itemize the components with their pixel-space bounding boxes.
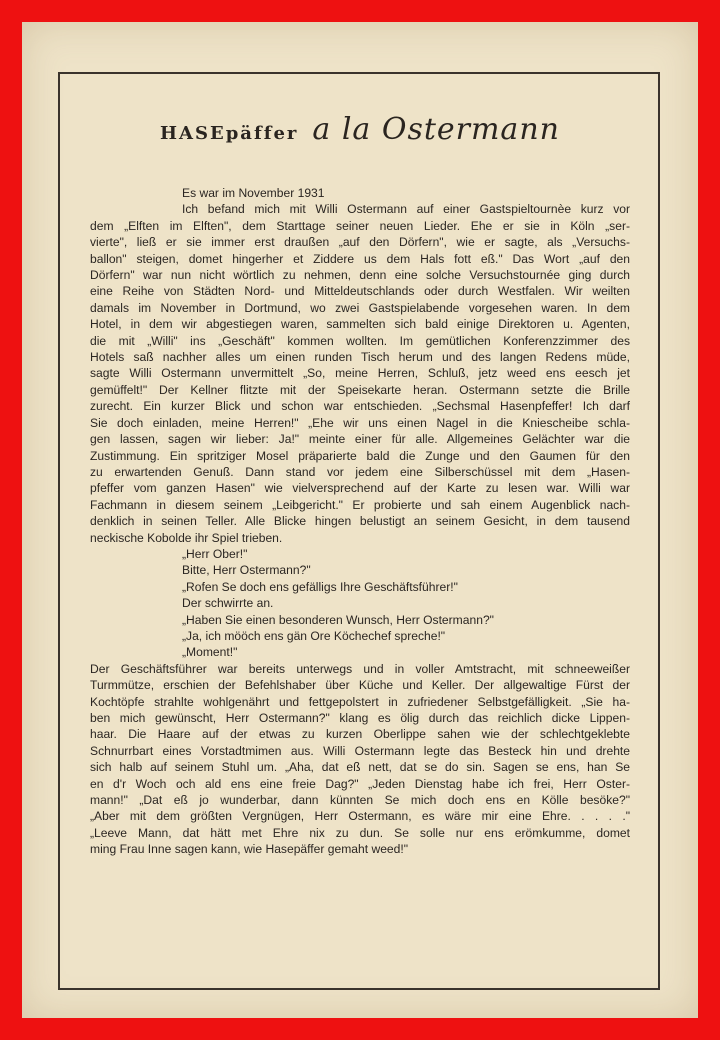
text-line: gemüffelt!" Der Kellner flitzte mit der Speisekarte heran. Ostermann setzte die Brille bbox=[90, 382, 630, 397]
text-line: pfeffer vom ganzen Hasen" wie vielversprechend auf der Karte zu lesen war. Willi war bbox=[90, 481, 630, 496]
text-line: Hotel, in dem wir abgestiegen waren, sammelten sich bald einige Direktoren u. Agenten, bbox=[90, 317, 630, 332]
title-part-2: a la Ostermann bbox=[312, 112, 560, 147]
text-line: „Haben Sie einen besonderen Wunsch, Herr Ostermann?" bbox=[182, 612, 494, 627]
text-line: Der schwirrte an. bbox=[182, 596, 274, 611]
text-line: Hotels saß nachher alles um einen runden Tisch herum und des langen Redens müde, bbox=[90, 350, 630, 365]
text-line: damals im November in Dortmund, wo zwei Gastspielabende vorgesehen waren. In dem bbox=[90, 300, 630, 315]
text-line: ballon" steigen, domet hingerher et Ziddere us dem Hals fott eß." Das Wort „auf den bbox=[90, 251, 630, 266]
text-line: Dörfern" war nun nicht wörtlich zu nehmen, denn eine solche Versuchstournée ging durch bbox=[90, 268, 630, 283]
title-part-1: HASEpäffer bbox=[160, 123, 299, 144]
text-line: sagte Willi Ostermann unvermittelt „So, meine Herren, Schluß, jetz weed ens eesch jet bbox=[90, 366, 630, 381]
text-line: Schnurrbart eines Vorstadtmimen aus. Willi Ostermann legte das Besteck hin und drehte bbox=[90, 743, 630, 758]
text-line: „Aber mit dem größten Vergnügen, Herr Ostermann, es wäre mir eine Ehre. . . . ." bbox=[90, 809, 630, 824]
text-line: eine Reihe von Städten Nord- und Mitteldeutschlands oder durch Westfalen. Wir weilten bbox=[90, 284, 630, 299]
text-line: Sie doch einladen, meine Herren!" „Ehe wir uns einen Nagel in die Kniescheibe schla- bbox=[90, 415, 630, 430]
text-line: dem „Elften im Elften", dem Starttage seiner neuen Lieder. Ehe er sie in Köln „ser- bbox=[90, 218, 630, 233]
text-line: Es war im November 1931 bbox=[182, 186, 325, 200]
text-line: Turmmütze, erschien der Befehlshaber über Küche und Keller. Der allgewaltige Fürst der bbox=[90, 678, 630, 693]
story-text bbox=[90, 185, 630, 858]
text-line: vierte", ließ er sie immer erst draußen „auf den Dörfern", wie er sagte, als „Versuchs- bbox=[90, 235, 630, 250]
text-line: Kochtöpfe strahlte wohlgenährt und fettgepolstert in zufriedener Selbstgefälligkeit. „Sie ha- bbox=[90, 694, 630, 709]
text-line: „Ja, ich mööch ens gän Ore Köchechef spreche!" bbox=[182, 628, 446, 643]
text-line: Der Geschäftsführer war bereits unterwegs und in voller Amtstracht, mit schneeweißer bbox=[90, 661, 630, 676]
text-line: en d'r Woch och ald ens eine freie Dag?" „Jeden Dienstag habe ich frei, Herr Oster- bbox=[90, 776, 630, 791]
text-line: zurecht. Ein kurzer Blick und schon war entschieden. „Sechsmal Hasenpfeffer! Ich darf bbox=[90, 399, 630, 414]
text-line: „Moment!" bbox=[182, 645, 238, 660]
text-line: „Herr Ober!" bbox=[182, 546, 248, 561]
text-line: neckische Kobolde ihr Spiel trieben. bbox=[90, 530, 283, 545]
text-line: „Rofen Se doch ens gefälligs Ihre Geschäftsführer!" bbox=[182, 579, 458, 594]
text-line: Zustimmung. Ein spritziger Mosel präparierte bald die Zunge und den Gaumen für den bbox=[90, 448, 630, 463]
text-line: ming Frau Inne sagen kann, wie Hasepäffer gemaht weed!" bbox=[90, 842, 409, 857]
text-line: die mit „Willi" ins „Geschäft" kommen wollten. Im gemütlichen Konferenzzimmer des bbox=[90, 333, 630, 348]
text-line: gen lassen, sagen wir lieber: Ja!" meinte einer für alle. Allgemeines Gelächter war die bbox=[90, 432, 630, 447]
page-sheet bbox=[22, 22, 698, 1018]
text-line: mann!" „Dat eß jo wunderbar, dann künnten Se mich doch ens en Kölle besöke?" bbox=[90, 793, 630, 808]
text-line: Bitte, Herr Ostermann?" bbox=[182, 563, 311, 578]
text-line: ben mich gewünscht, Herr Ostermann?" klang es ölig durch das reichlich dicke Lippen- bbox=[90, 711, 630, 725]
text-line: „Leeve Mann, dat hätt met Ehre nix zu dun. Se solle nur ens erömkumme, domet bbox=[90, 825, 630, 840]
text-line: Ich befand mich mit Willi Ostermann auf einer Gastspieltournèe kurz vor bbox=[182, 202, 630, 217]
page-title bbox=[22, 112, 698, 147]
text-line: haar. Die Haare auf der etwas zu kurzen Oberlippe sahen wie der schlechtgeklebte bbox=[90, 727, 630, 742]
text-line: denklich in seinen Teller. Alle Blicke hingen belustigt an seinem Gesicht, in dem tausend bbox=[90, 514, 630, 529]
text-line: zu erwartenden Genuß. Dann stand vor jedem eine Silberschüssel mit dem „Hasen- bbox=[90, 464, 630, 479]
text-line: sich halb auf seinem Stuhl um. „Aha, dat eß nett, dat se do sin. Sagen se ens, han Se bbox=[90, 760, 630, 775]
text-line: Fachmann in diesem seinem „Leibgericht." Er probierte und sah einem Augenblick nach- bbox=[90, 497, 630, 512]
